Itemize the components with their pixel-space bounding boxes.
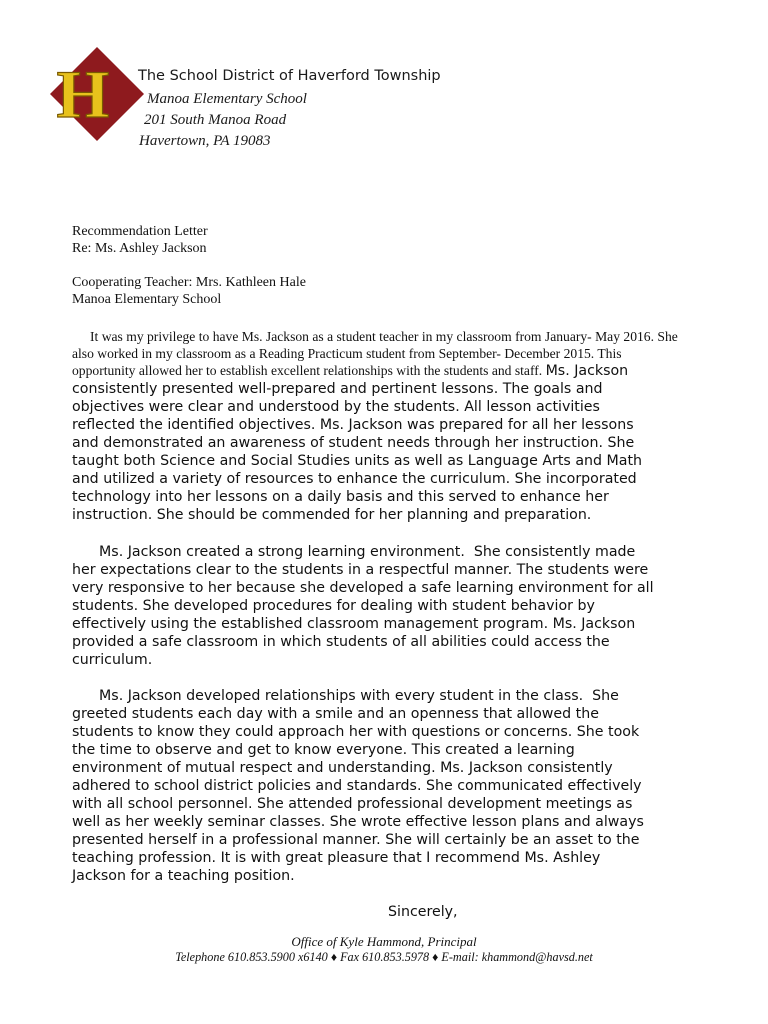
paragraph-3-line: greeted students each day with a smile and an openness that allowed the — [72, 706, 599, 722]
paragraph-3-line: students to know they could approach her with questions or concerns. She took — [72, 724, 640, 740]
school-logo — [50, 47, 144, 141]
paragraph-2-line: her expectations clear to the students in a respectful manner. The students were — [72, 562, 649, 578]
paragraph-3-line: teaching profession. It is with great pleasure that I recommend Ms. Ashley — [72, 850, 601, 866]
logo-letter: H — [56, 56, 110, 132]
paragraph-1-line: technology into her lessons on a daily basis and this served to enhance her — [72, 489, 609, 505]
paragraph-3-line: adhered to school district policies and standards. She communicated effectively — [72, 778, 642, 794]
paragraph-2-line: very responsive to her because she developed a safe learning environment for all — [72, 580, 654, 596]
letter-subject: Re: Ms. Ashley Jackson — [72, 241, 207, 256]
paragraph-1-line: reflected the identified objectives. Ms. Jackson was prepared for all her lessons — [72, 417, 634, 433]
street-address: 201 South Manoa Road — [144, 112, 287, 128]
cooperating-teacher: Cooperating Teacher: Mrs. Kathleen Hale — [72, 275, 306, 290]
district-name: The School District of Haverford Township — [138, 68, 441, 84]
paragraph-1-line-3-text: opportunity allowed her to establish excellent relationships with the students and staff. — [72, 363, 543, 378]
paragraph-2-line: provided a safe classroom in which students of all abilities could access the — [72, 634, 610, 650]
paragraph-2-line: Ms. Jackson created a strong learning environment. She consistently made — [72, 544, 636, 560]
paragraph-1-line: and utilized a variety of resources to enhance the curriculum. She incorporated — [72, 471, 637, 487]
footer-contact: Telephone 610.853.5900 x6140 ♦ Fax 610.853.5978 ♦ E-mail: khammond@havsd.net — [175, 950, 593, 964]
paragraph-3-line: presented herself in a professional manner. She will certainly be an asset to the — [72, 832, 640, 848]
paragraph-3-line: Jackson for a teaching position. — [72, 868, 295, 884]
paragraph-1-line-3 — [72, 362, 692, 380]
paragraph-1-inline-name: Ms. Jackson — [545, 363, 629, 379]
paragraph-1-line: consistently presented well-prepared and pertinent lessons. The goals and — [72, 381, 603, 397]
paragraph-1-line: and demonstrated an awareness of student needs through her instruction. She — [72, 435, 635, 451]
paragraph-2-line: curriculum. — [72, 652, 153, 668]
closing-salutation: Sincerely, — [388, 904, 458, 920]
letter-type: Recommendation Letter — [72, 224, 208, 239]
paragraph-1-line-2: also worked in my classroom as a Reading Practicum student from September- December 2015. This — [72, 346, 622, 361]
footer-office: Office of Kyle Hammond, Principal — [291, 934, 477, 949]
paragraph-2-line: students. She developed procedures for dealing with student behavior by — [72, 598, 595, 614]
paragraph-3-line: well as her weekly seminar classes. She wrote effective lesson plans and always — [72, 814, 644, 830]
paragraph-1-line: objectives were clear and understood by the students. All lesson activities — [72, 399, 600, 415]
paragraph-3-line: Ms. Jackson developed relationships with every student in the class. She — [72, 688, 619, 704]
paragraph-1-line: instruction. She should be commended for her planning and preparation. — [72, 507, 592, 523]
paragraph-1-line-1: It was my privilege to have Ms. Jackson as a student teacher in my classroom from January- May 2016. She — [90, 329, 678, 344]
paragraph-2-line: effectively using the established classroom management program. Ms. Jackson — [72, 616, 636, 632]
paragraph-3-line: environment of mutual respect and understanding. Ms. Jackson consistently — [72, 760, 613, 776]
school-name: Manoa Elementary School — [147, 91, 307, 107]
paragraph-1-line: taught both Science and Social Studies units as well as Language Arts and Math — [72, 453, 643, 469]
city-address: Havertown, PA 19083 — [139, 133, 271, 149]
teacher-school: Manoa Elementary School — [72, 292, 222, 307]
paragraph-3-line: the time to observe and get to know everyone. This created a learning — [72, 742, 575, 758]
paragraph-3-line: with all school personnel. She attended professional development meetings as — [72, 796, 633, 812]
